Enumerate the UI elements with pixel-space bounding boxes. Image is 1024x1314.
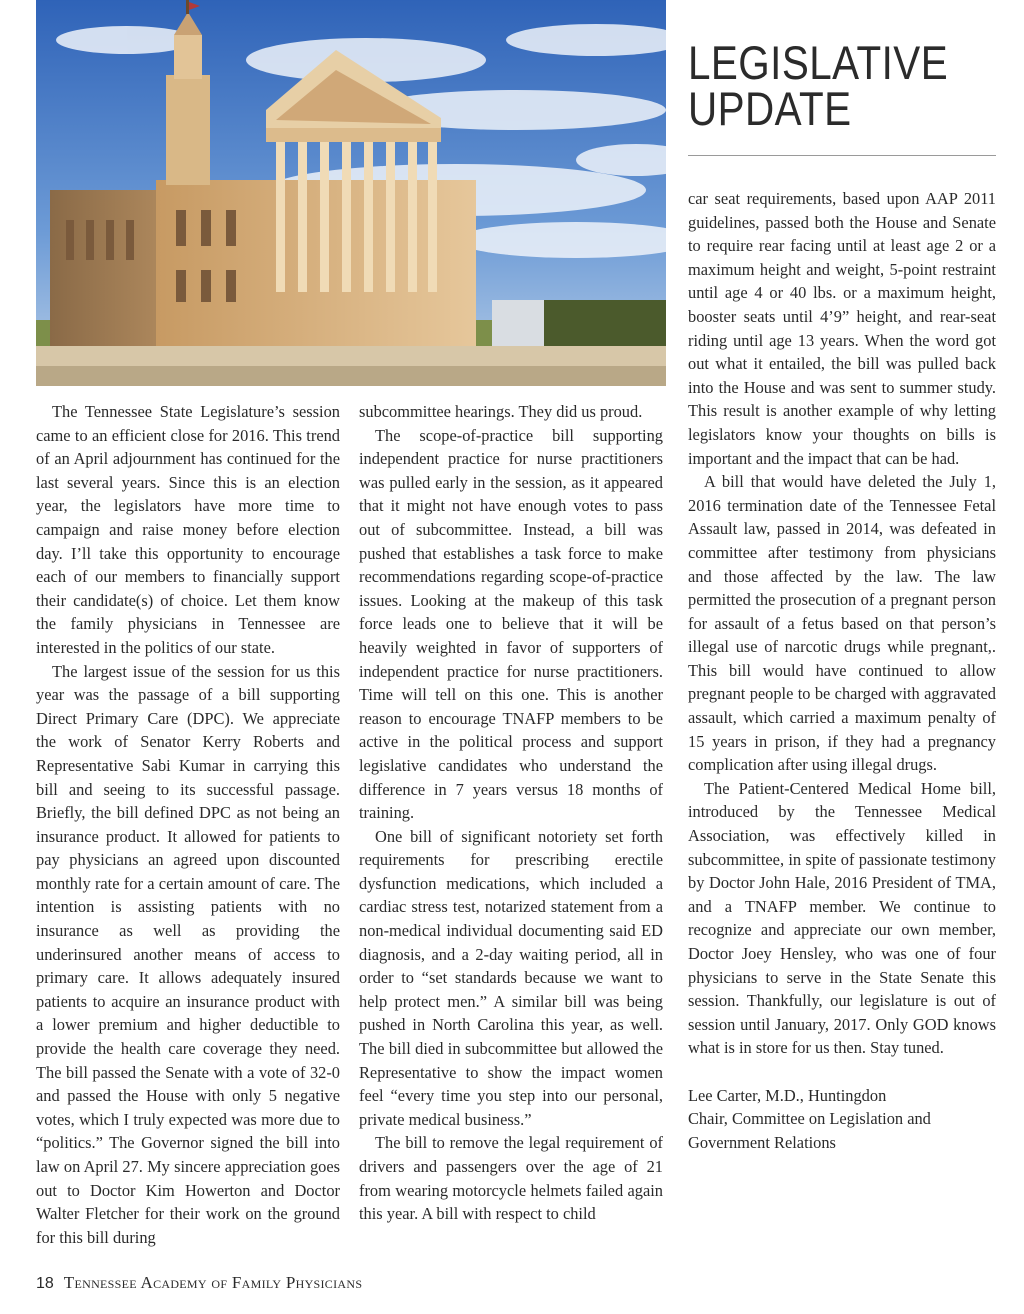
page-footer: [36, 1273, 362, 1293]
page-title: [688, 36, 963, 135]
paragraph: The Patient-Centered Medical Home bill, introduced by the Tennessee Medical Association, was effectively killed in subcommittee, in spite of passionate testimony by Doctor John Hale, 2016 President of TMA, and a TNAFP member. We continue to recognize and appreciate our own member, Doctor Joey Hensley, who was one of four physicians to serve in the State Senate this session. Thankfully, our legislature is out of session until January, 2017. Only GOD knows what is in store for us then. Stay tuned.: [688, 778, 996, 1058]
title-divider: [688, 155, 996, 156]
paragraph: The bill to remove the legal requirement of drivers and passengers over the age of 21 from wearing motorcycle helmets failed again this year. A bill with respect to child: [359, 1133, 663, 1224]
paragraph: The scope-of-practice bill supporting independent practice for nurse practitioners was pulled early in the session, as it appeared that it might not have enough votes to pass out of subcommittee. Instead, a bill was pushed that establishes a task force to make recommendations regarding scope-of-practice issues. Looking at the makeup of this task force leads one to believe that it will be heavily weighted in favor of supporters of independent practice for nurse practitioners. Time will tell on this one. This is another reason to encourage TNAFP members to be active in the political process and support legislative candidates who understand the difference in 7 years versus 18 months of training.: [359, 425, 663, 823]
paragraph: The largest issue of the session for us this year was the passage of a bill supporting Direct Primary Care (DPC). We appreciate the work of Senator Kerry Roberts and Representative Sabi Kumar in carrying this bill and seeing to its successful passage. Briefly, the bill defined DPC as not being an insurance product. It allowed for patients to pay physicians an agreed upon discounted monthly rate for a certain amount of care. The intention is assisting patients with no insurance as well as providing the underinsured another means of access to primary care. It allows adequately insured patients to acquire an insurance product with a lower premium and higher deductible to provide the health care coverage they need. The bill passed the Senate with a vote of 32-0 and passed the House with only 5 negative votes, which I truly expected was more due to “politics.” The Governor signed the bill into law on April 27. My sincere appreciation goes out to Doctor Kim Howerton and Doctor Walter Fletcher for their work on the ground for this bill during: [36, 661, 340, 1247]
article-column-2: [359, 400, 663, 1226]
article-column-1: [36, 400, 340, 1249]
paragraph: A bill that would have deleted the July 1, 2016 termination date of the Tennessee Fetal Assault law, passed in 2014, was defeated in committee after testimony from physicians and those affected by the law. The law permitted the prosecution of a pregnant person for assault of a fetus based on that person’s illegal use of narcotic drugs while pregnant,. This bill would have continued to allow pregnant people to be charged with aggravated assault, which carried a maximum penalty of 15 years in prison, if they had a pregnancy complication after using illegal drugs.: [688, 472, 996, 775]
capitol-building-photo: [36, 0, 666, 386]
author-signature: [688, 1084, 996, 1155]
page-number: 18: [36, 1275, 54, 1292]
signature-line: Government Relations: [688, 1132, 836, 1152]
signature-line: Chair, Committee on Legislation and: [688, 1109, 931, 1129]
article-column-3: [688, 187, 996, 1154]
publication-name: Tennessee Academy of Family Physicians: [63, 1273, 363, 1292]
title-line-2: UPDATE: [688, 82, 852, 135]
paragraph-continued: car seat requirements, based upon AAP 2011 guidelines, passed both the House and Senate to require rear facing until at least age 2 or a maximum height and weight, 5-point restraint until age 4 or 40 lbs. or a maximum height, booster seats until 4’9” height, and rear-seat riding until age 13 years. When the word got out what it entailed, the bill was pulled back into the House and was sent to summer study. This result is another example of why letting legislators know your thoughts on bills is important and the impact that can be had.: [688, 189, 996, 468]
signature-line: Lee Carter, M.D., Huntingdon: [688, 1085, 887, 1105]
paragraph: The Tennessee State Legislature’s session came to an efficient close for 2016. This trend of an April adjournment has continued for the last several years. Since this is an election year, the legislators have more time to campaign and raise money before election day. I’ll take this opportunity to encourage each of our members to financially support their candidate(s) of choice. Let them know the family physicians in Tennessee are interested in the politics of our state.: [36, 402, 340, 657]
title-line-1: LEGISLATIVE: [688, 36, 949, 89]
paragraph-continued: subcommittee hearings. They did us proud.: [359, 402, 643, 421]
paragraph: One bill of significant notoriety set forth requirements for prescribing erectile dysfunction medications, which included a cardiac stress test, notarized statement from a non-medical individual documenting said ED diagnosis, and a 2-day waiting period, all in order to “set standards because we want to help protect men.” A similar bill was being pushed in North Carolina this year, as well. The bill died in subcommittee but allowed the Representative to show the impact women feel “every time you step into our personal, private medical business.”: [359, 826, 663, 1129]
